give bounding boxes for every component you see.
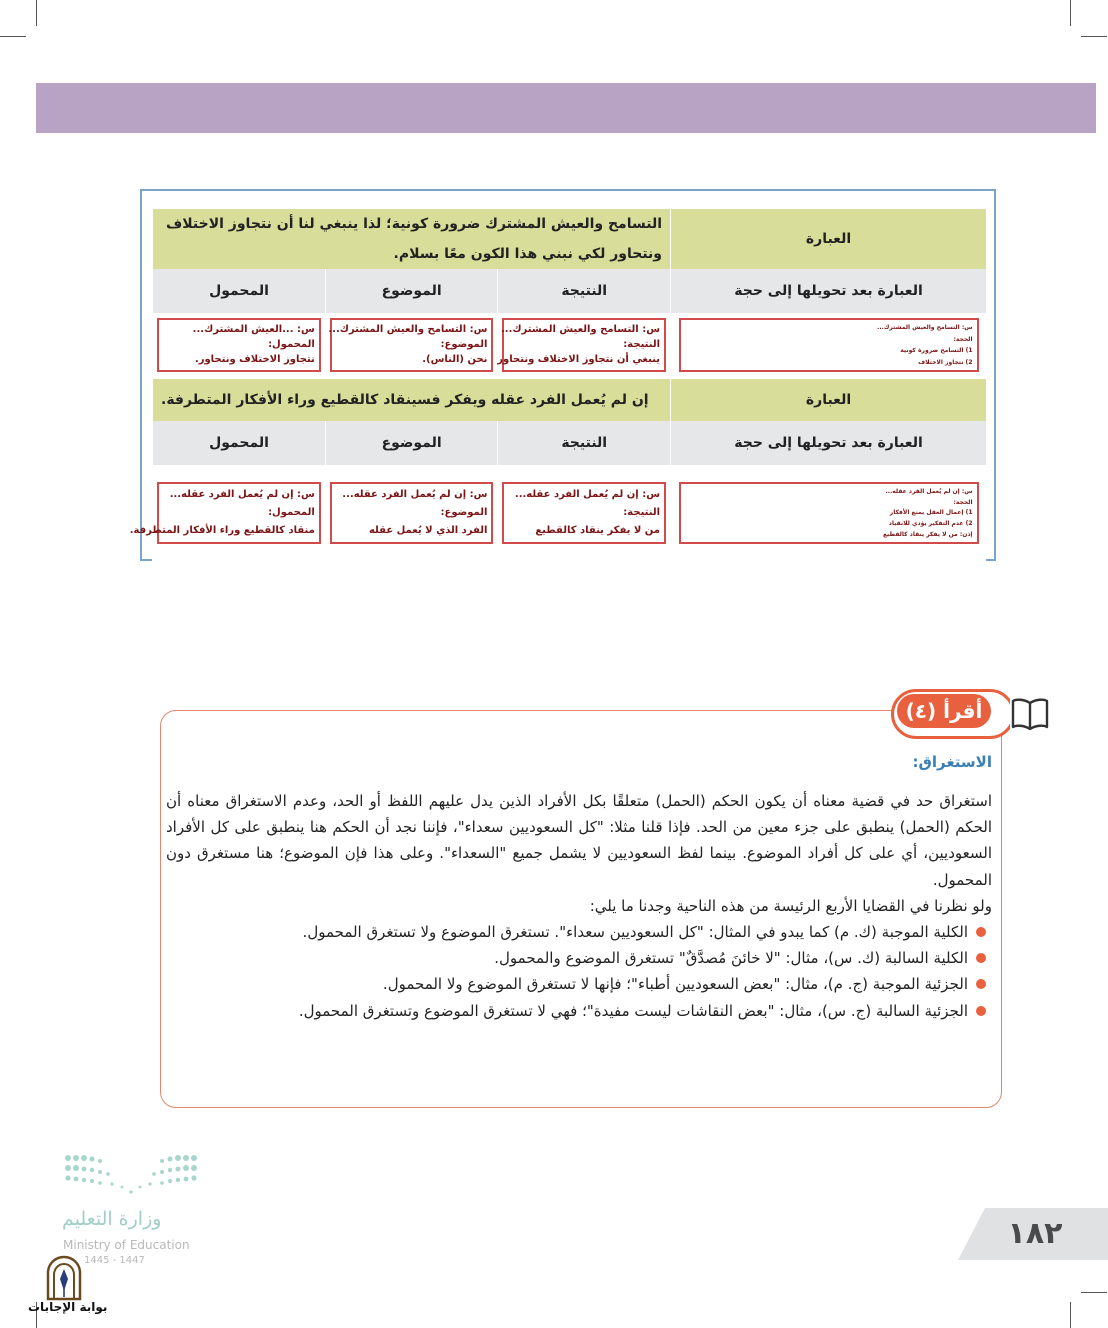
crop-mark <box>1081 36 1107 37</box>
header-conclusion: النتيجة <box>497 421 670 465</box>
header-predicate: المحمول <box>152 421 325 465</box>
answer-row <box>152 313 986 377</box>
proposition-list <box>166 919 992 1024</box>
reading-body <box>166 788 992 1024</box>
answer-cell-conclusion <box>497 313 670 377</box>
reading-tab-label: أقرأ (٤) <box>897 694 991 728</box>
gateway-logo-icon <box>44 1255 84 1301</box>
ministry-name-english: Ministry of Education <box>63 1238 190 1252</box>
statement-text: إن لم يُعمل الفرد عقله ويفكر فسينقاد كالقطيع وراء الأفكار المتطرفة. <box>152 379 670 421</box>
answer-thumbnail: س: التسامح والعيش المشترك... النتيجة: ينبغي أن نتجاوز الاختلاف ونتحاور <box>502 318 666 372</box>
list-item: الكلية السالبة (ك. س)، مثال: "لا خائنَ مُصدَّقٌ" تستغرق الموضوع والمحمول. <box>166 945 992 971</box>
header-row <box>152 421 986 465</box>
answer-thumbnail: س: إن لم يُعمل الفرد عقله... النتيجة: من لا يفكر ينقاد كالقطيع <box>502 482 666 544</box>
reading-tab <box>891 689 1015 739</box>
crop-mark <box>1081 1292 1107 1293</box>
header-conclusion: النتيجة <box>497 269 670 313</box>
answer-thumbnail: س: ...العيش المشترك... المحمول: نتجاوز الاختلاف ونتحاور. <box>157 318 321 372</box>
crop-mark <box>0 36 26 37</box>
answer-cell-subject <box>325 313 498 377</box>
answer-cell-conclusion <box>497 465 670 561</box>
answer-cell-argument <box>670 465 986 561</box>
answer-thumbnail: س: التسامح والعيش المشترك... الحجة: 1) التسامح ضرورة كونية 2) نتجاوز الاختلاف <box>679 318 979 372</box>
answer-thumbnail: س: إن لم يُعمل الفرد عقله... الحجة: 1) إعمال العقل يمنع الأفكار 2) عدم التفكير يؤدي للانقياد إذن: من لا يفكر ينقاد كالقطيع <box>679 482 979 544</box>
crop-mark <box>1070 1302 1071 1328</box>
ministry-logo-icon <box>62 1150 202 1200</box>
crop-mark <box>36 0 37 26</box>
ministry-years: 1445 - 1447 <box>84 1255 145 1266</box>
argument-table <box>129 209 986 561</box>
answer-cell-argument <box>670 313 986 377</box>
header-band <box>36 83 1096 133</box>
header-subject: الموضوع <box>325 421 498 465</box>
header-subject: الموضوع <box>325 269 498 313</box>
header-row <box>152 269 986 313</box>
paragraph: ولو نظرنا في القضايا الأربع الرئيسة من هذه الناحية وجدنا ما يلي: <box>589 896 992 915</box>
crop-mark <box>1070 0 1071 26</box>
answer-row <box>129 465 986 561</box>
answer-cell-predicate <box>129 465 325 561</box>
header-argument: العبارة بعد تحويلها إلى حجة <box>670 421 986 465</box>
answer-thumbnail: س: إن لم يُعمل الفرد عقله... المحمول: منقاد كالقطيع وراء الأفكار المتطرفة. <box>157 482 321 544</box>
statement-label: العبارة <box>670 209 986 269</box>
argument-table-frame <box>129 189 996 561</box>
header-argument: العبارة بعد تحويلها إلى حجة <box>670 269 986 313</box>
answer-cell-predicate <box>152 313 325 377</box>
answer-cell-subject <box>325 465 498 561</box>
statement-text: التسامح والعيش المشترك ضرورة كونية؛ لذا ينبغي لنا أن نتجاوز الاختلاف ونتحاور لكي نبني هذا الكون معًا بسلام. <box>152 209 670 269</box>
gateway-label: بوابة الإجابات <box>28 1300 108 1314</box>
list-item: الكلية الموجبة (ك. م) كما يبدو في المثال: "كل السعوديين سعداء". تستغرق الموضوع ولا تستغرق المحمول. <box>166 919 992 945</box>
section-title: الاستغراق: <box>912 753 992 771</box>
statement-label: العبارة <box>670 379 986 421</box>
list-item: الجزئية الموجبة (ج. م)، مثال: "بعض السعوديين أطباء"؛ فإنها لا تستغرق الموضوع ولا المحمول. <box>166 971 992 997</box>
statement-row <box>152 379 986 421</box>
statement-row <box>152 209 986 269</box>
answer-thumbnail: س: إن لم يُعمل الفرد عقله... الموضوع: الفرد الذي لا يُعمل عقله <box>330 482 494 544</box>
paragraph: استغراق حد في قضية معناه أن يكون الحكم (الحمل) متعلقًا بكل الأفراد الذين يدل عليهم اللفظ أو الحد، وعدم الاستغراق معناه أن الحكم (الحمل) ينطبق على جزء معين من الحد. فإذا قلنا مثلا: "كل السعوديين سعداء"، فإننا نجد أن الحكم هنا ينطبق على كل الأفراد السعوديين، أي على كل أفراد الموضوع. بينما لفظ السعوديين لا يشمل جميع "السعداء". وعلى هذا فإن الموضوع؛ هنا مستغرق دون المحمول. <box>166 792 992 889</box>
ministry-name-arabic: وزارة التعليم <box>62 1208 162 1230</box>
page-number: ١٨٢ <box>1007 1215 1063 1251</box>
header-predicate: المحمول <box>152 269 325 313</box>
open-book-icon <box>1010 695 1050 733</box>
list-item: الجزئية السالبة (ج. س)، مثال: "بعض النقاشات ليست مفيدة"؛ فهي لا تستغرق الموضوع وتستغرق المحمول. <box>166 998 992 1024</box>
answer-thumbnail: س: التسامح والعيش المشترك... الموضوع: نحن (الناس). <box>330 318 494 372</box>
